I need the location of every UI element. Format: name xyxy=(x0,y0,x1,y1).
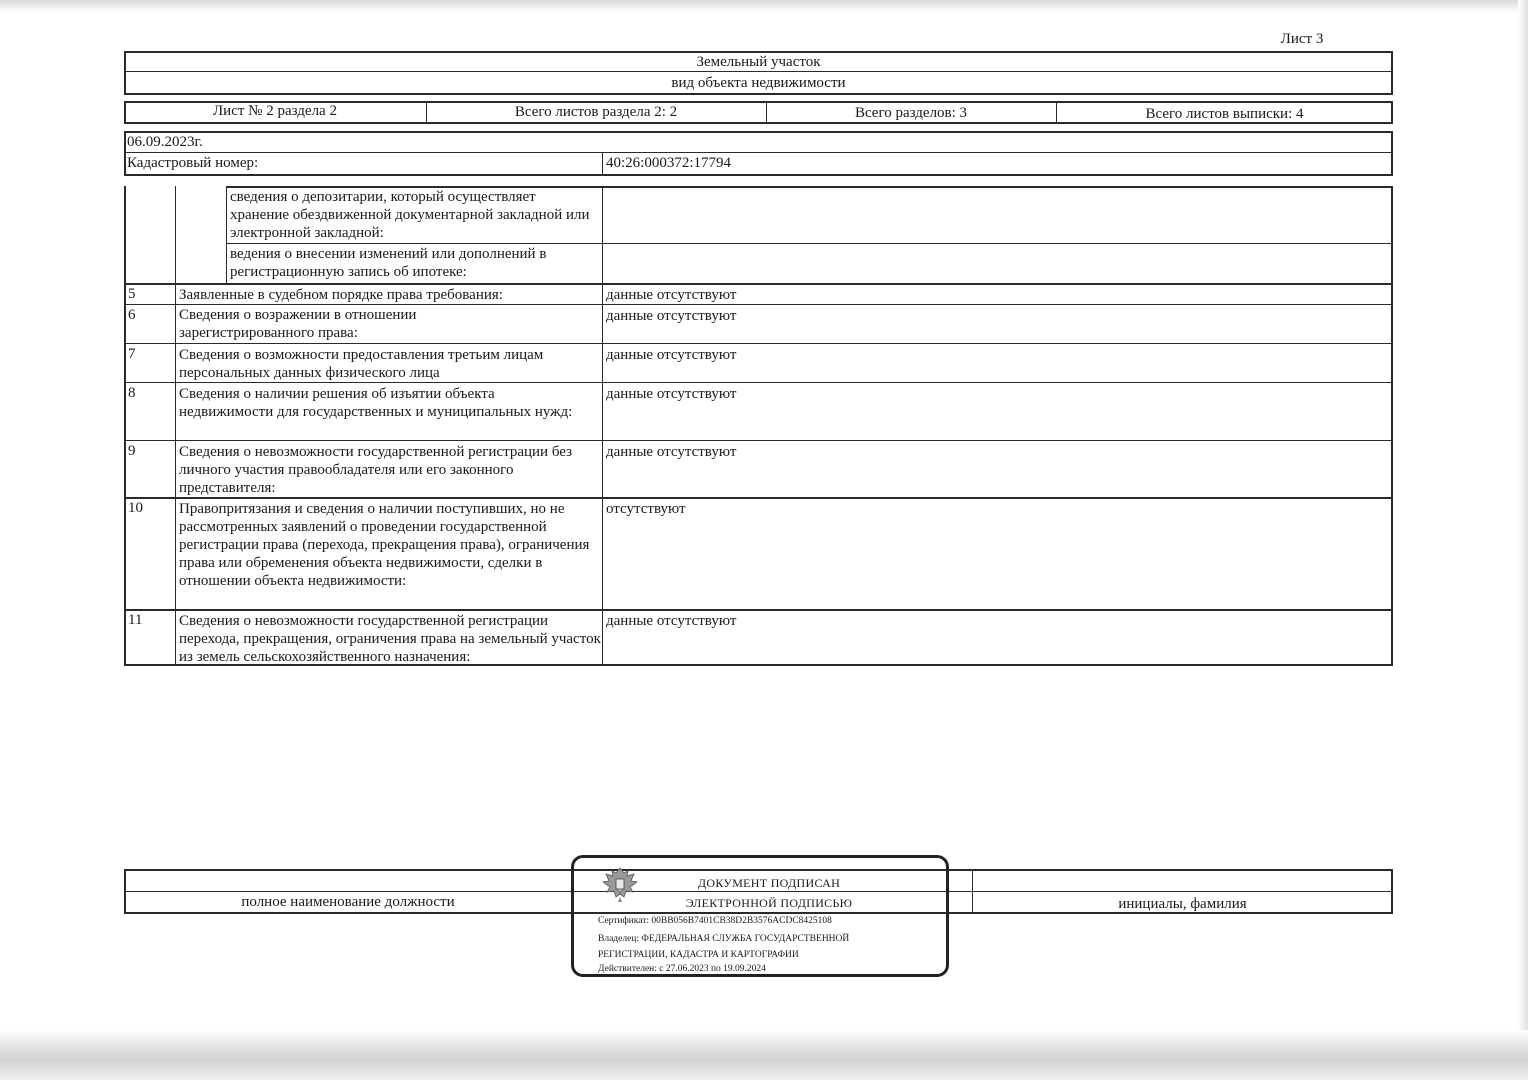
extract-date: 06.09.2023г. xyxy=(127,134,203,150)
date-divider xyxy=(126,152,1391,153)
row-7-value: данные отсутствуют xyxy=(606,347,737,363)
row-line-8 xyxy=(124,382,1392,383)
scan-right-edge xyxy=(1518,0,1528,1080)
row-5-value: данные отсутствуют xyxy=(606,287,737,303)
object-type-underline xyxy=(126,71,1391,72)
col-line-value xyxy=(602,186,603,666)
row-6-label: Сведения о возражении в отношении зарегистрированного права: xyxy=(179,307,417,341)
name-caption: инициалы, фамилия xyxy=(1118,896,1247,912)
sheet-of-section: Лист № 2 раздела 2 xyxy=(213,103,337,119)
stamp-certificate: Сертификат: 00BB056B7401CB38D2B3576ACDC8425108 xyxy=(598,916,832,926)
row-line-10 xyxy=(124,497,1392,499)
row-9-label: Сведения о невозможности государственной регистрации без личного участия правообладателя или его законного представителя: xyxy=(179,444,573,496)
row-line-9 xyxy=(124,440,1392,441)
row-10-value: отсутствуют xyxy=(606,501,686,517)
stamp-owner-line1: Владелец: ФЕДЕРАЛЬНАЯ СЛУЖБА ГОСУДАРСТВЕННОЙ xyxy=(598,934,850,944)
row-line-11 xyxy=(124,609,1392,611)
row-10-label: Правопритязания и сведения о наличии поступивших, но не рассмотренных заявлений о проведении государственной регистрации права (перехода, прекращения права), ограничения права или обременения объекта недвижимости, сделки в отношении объекта недвижимости: xyxy=(179,501,590,589)
scan-bottom-edge xyxy=(0,1030,1528,1080)
row-6-number: 6 xyxy=(128,307,136,323)
total-sheets-section: Всего листов раздела 2: 2 xyxy=(514,104,678,120)
row-line-6 xyxy=(124,304,1392,305)
date-cadastral-block xyxy=(124,131,1393,176)
row-7-number: 7 xyxy=(128,346,136,362)
row-9-value: данные отсутствуют xyxy=(606,444,737,460)
row-line-a xyxy=(226,243,1392,244)
cadastral-number: 40:26:000372:17794 xyxy=(606,155,732,171)
row-8-value: данные отсутствуют xyxy=(606,386,737,402)
row-line-7 xyxy=(124,343,1392,344)
stamp-validity: Действителен: с 27.06.2023 по 19.09.2024 xyxy=(598,964,766,974)
row-9-number: 9 xyxy=(128,443,136,459)
row-line-5 xyxy=(124,283,1392,285)
row-11-number: 11 xyxy=(128,612,143,628)
stamp-signed-line: ДОКУМЕНТ ПОДПИСАН xyxy=(697,876,841,890)
depositary-label: сведения о депозитарии, который осуществляет хранение обездвиженной документарной закладной или электронной закладной: xyxy=(230,189,590,241)
row-8-number: 8 xyxy=(128,385,136,401)
row-5-number: 5 xyxy=(128,286,136,302)
position-caption: полное наименование должности xyxy=(241,894,455,910)
signature-stamp xyxy=(571,855,949,977)
stamp-divider xyxy=(574,913,946,914)
stamp-owner-line2: РЕГИСТРАЦИИ, КАДАСТРА И КАРТОГРАФИИ xyxy=(598,950,799,960)
row-6-value: данные отсутствуют xyxy=(606,308,737,324)
cadastral-divider xyxy=(602,152,603,176)
table-right-border xyxy=(1391,186,1393,666)
row-5-label: Заявленные в судебном порядке права требования: xyxy=(179,287,503,303)
row-7-label: Сведения о возможности предоставления третьим лицам персональных данных физического лица xyxy=(179,347,544,381)
total-sections: Всего разделов: 3 xyxy=(854,105,968,121)
row-8-label: Сведения о наличии решения об изъятии объекта недвижимости для государственных и муниципальных нужд: xyxy=(179,386,573,420)
row-11-value: данные отсутствуют xyxy=(606,613,737,629)
object-type: Земельный участок xyxy=(696,54,821,70)
col-line-num xyxy=(175,186,176,666)
eagle-emblem-icon xyxy=(598,864,642,908)
stamp-electronic-line: ЭЛЕКТРОННОЙ ПОДПИСЬЮ xyxy=(685,896,853,910)
scan-top-edge xyxy=(0,0,1528,14)
table-left-border xyxy=(124,186,126,666)
object-type-caption: вид объекта недвижимости xyxy=(671,75,846,91)
total-sheets-extract: Всего листов выписки: 4 xyxy=(1145,106,1304,122)
row-10-number: 10 xyxy=(128,500,143,516)
col-line-sublabel xyxy=(226,186,227,284)
cadastral-label: Кадастровый номер: xyxy=(127,155,259,171)
sheet-number: Лист 3 xyxy=(1280,31,1324,47)
row-11-label: Сведения о невозможности государственной регистрации перехода, прекращения, ограничения права на земельный участок из земель сельскохозяйственного назначения: xyxy=(179,613,601,665)
changes-label: ведения о внесении изменений или дополнений в регистрационную запись об ипотеке: xyxy=(230,246,547,280)
